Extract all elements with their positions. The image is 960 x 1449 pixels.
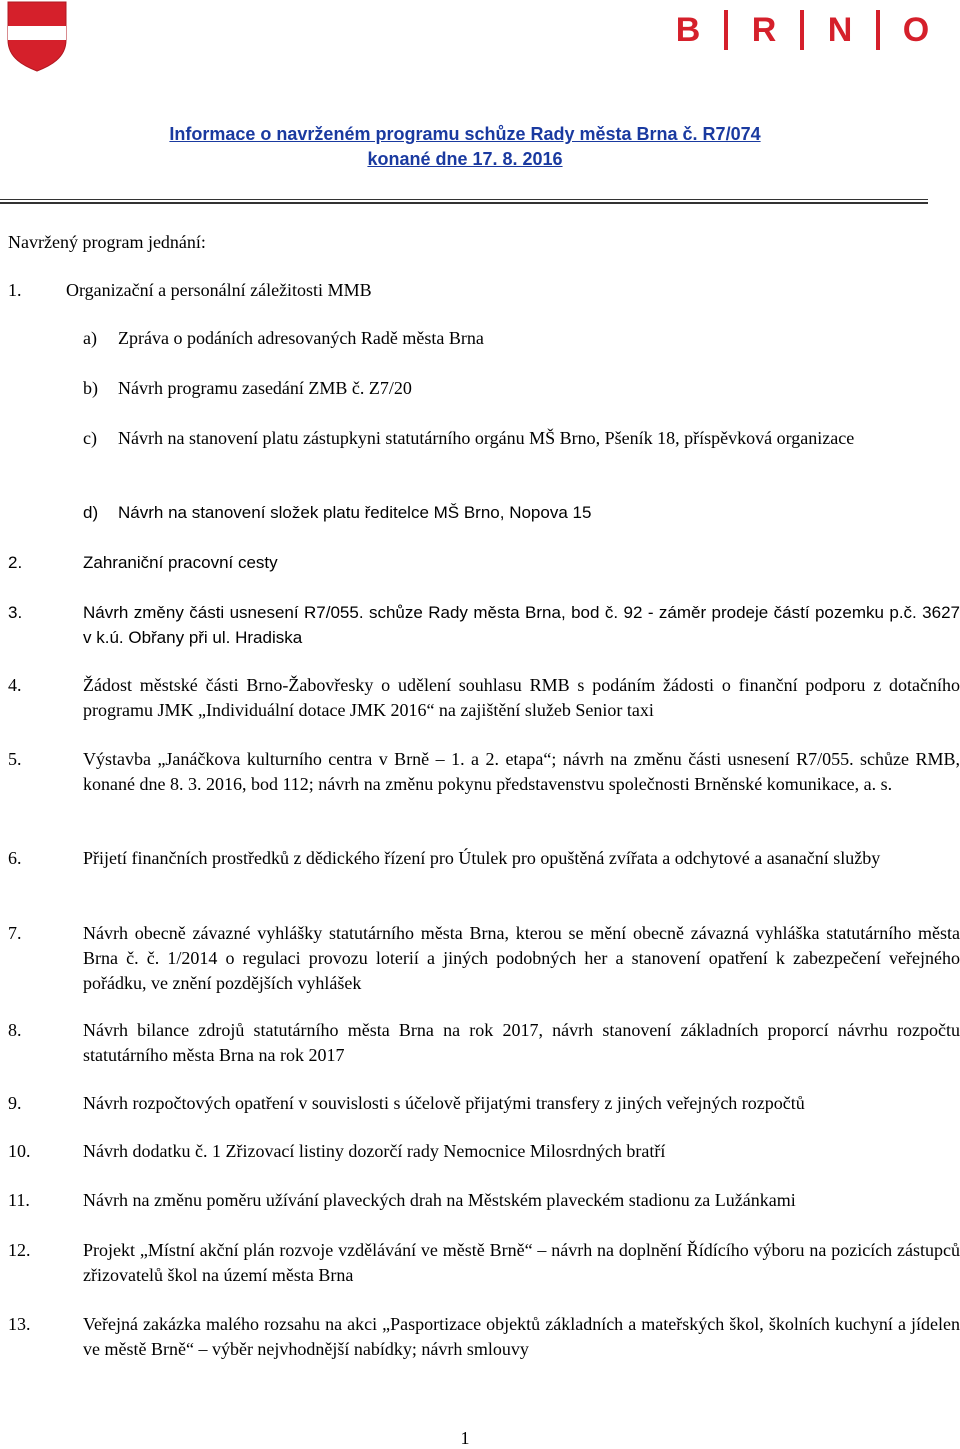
logo-letter-n: N [827,10,853,49]
agenda-item-text: Návrh obecně závazné vyhlášky statutárního města Brna, kterou se mění obecně závazná vyhláška statutárního města Brna č. č. 1/2014 o regulaci provozu loterií a jiných podobných her a stanovení opatření k zabezpečení veřejného pořádku, ve znění pozdějších vyhlášek [83,923,960,993]
document-title [0,122,930,172]
agenda-item-text: Veřejná zakázka malého rozsahu na akci „Pasportizace objektů základních a mateřských škol, školních kuchyní a jídelen ve městě Brně“ – výběr nejvhodnější nabídky; návrh smlouvy [83,1314,960,1359]
agenda-item-text: Projekt „Místní akční plán rozvoje vzdělávání ve městě Brně“ – návrh na doplnění Řídícího výboru na pozicích zástupců zřizovatelů škol na území města Brna [83,1240,960,1285]
agenda-item-text: Návrh změny části usnesení R7/055. schůze Rady města Brna, bod č. 92 - záměr prodeje částí pozemku p.č. 3627 v k.ú. Obřany při ul. Hradiska [83,603,960,647]
agenda-item-text: Návrh na změnu poměru užívání plaveckých drah na Městském plaveckém stadionu za Lužánkami [83,1190,796,1210]
header-divider [0,199,928,200]
agenda-item-number: 6. [8,848,22,868]
subitem-letter: b) [83,378,98,398]
subitem-text: Návrh na stanovení složek platu ředitelce MŠ Brno, Nopova 15 [118,503,592,522]
agenda-item-number: 13. [8,1314,31,1334]
agenda-item-text: Výstavba „Janáčkova kulturního centra v Brně – 1. a 2. etapa“; návrh na změnu části usnesení R7/055. schůze RMB, konané dne 8. 3. 2016, bod 112; návrh na změnu pokynu představenstvu společnosti Brněnské komunikace, a. s. [83,749,960,794]
agenda-item-number: 7. [8,923,22,943]
agenda-item-text: Organizační a personální záležitosti MMB [66,280,372,300]
title-line-1: Informace o navrženém programu schůze Rady města Brna č. R7/074 [169,124,761,144]
agenda-item-text: Návrh rozpočtových opatření v souvislosti s účelově přijatými transfery z jiných veřejných rozpočtů [83,1093,805,1113]
logo-separator [724,10,728,50]
agenda-item-number: 11. [8,1190,30,1210]
agenda-item-number: 9. [8,1093,22,1113]
agenda-item-text: Přijetí finančních prostředků z dědického řízení pro Útulek pro opuštěná zvířata a odchytové a asanační služby [83,848,881,868]
agenda-item-text: Zahraniční pracovní cesty [83,553,278,572]
subitem-letter: d) [83,503,99,522]
title-line-2: konané dne 17. 8. 2016 [367,149,563,169]
agenda-item-number: 12. [8,1240,31,1260]
agenda-item-number: 2. [8,553,23,572]
brno-logo [674,10,930,50]
agenda-item-number: 10. [8,1141,31,1161]
logo-letter-r: R [751,10,777,49]
subitem-letter: a) [83,328,97,348]
logo-letter-b: B [675,10,701,49]
agenda-item-text: Žádost městské části Brno-Žabovřesky o udělení souhlasu RMB s podáním žádosti o finanční podporu z dotačního programu JMK „Individuální dotace JMK 2016“ na zajištění služeb Senior taxi [83,675,960,720]
subitem-text: Návrh na stanovení platu zástupkyni statutárního orgánu MŠ Brno, Pšeník 18, příspěvková organizace [118,428,855,448]
logo-letter-o: O [902,10,930,49]
program-heading: Navržený program jednání: [8,232,206,252]
agenda-item-text: Návrh dodatku č. 1 Zřizovací listiny dozorčí rady Nemocnice Milosrdných bratří [83,1141,666,1161]
agenda-item-number: 3. [8,603,23,622]
agenda-item-number: 8. [8,1020,22,1040]
page-number: 1 [460,1428,470,1448]
logo-separator [800,10,804,50]
subitem-text: Návrh programu zasedání ZMB č. Z7/20 [118,378,412,398]
logo-separator [876,10,880,50]
agenda-item-number: 5. [8,749,22,769]
brno-coat-of-arms-icon [6,0,68,72]
subitem-letter: c) [83,428,97,448]
subitem-text: Zpráva o podáních adresovaných Radě města Brna [118,328,484,348]
agenda-item-number: 4. [8,675,22,695]
agenda-item-number: 1. [8,280,22,300]
header-divider [0,202,928,204]
agenda-item-text: Návrh bilance zdrojů statutárního města Brna na rok 2017, návrh stanovení základních proporcí návrhu rozpočtu statutárního města Brna na rok 2017 [83,1020,960,1065]
